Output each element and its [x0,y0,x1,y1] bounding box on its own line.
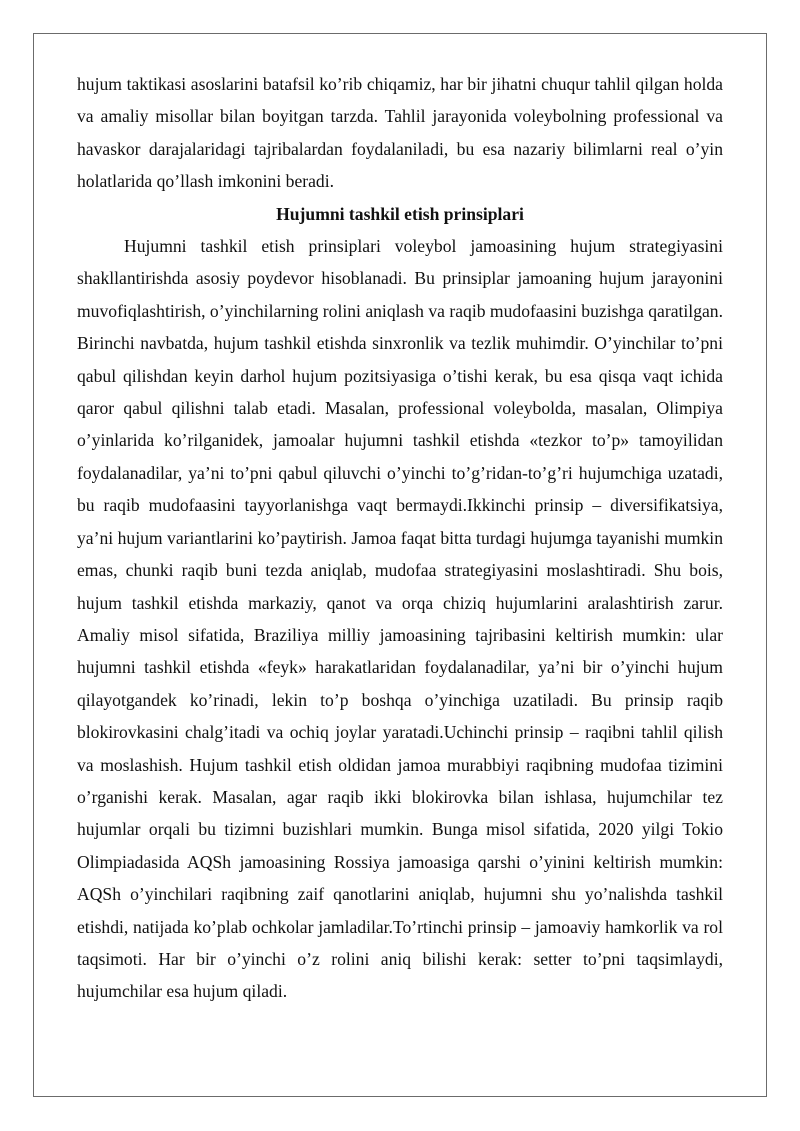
body-paragraph: Hujumni tashkil etish prinsiplari voleybol jamoasining hujum strategiyasini shakllantirishda asosiy poydevor hisoblanadi. Bu prinsiplar jamoaning hujum jarayonini muvofiqlashtirish, o’yinchilarning rolini aniqlash va raqib mudofaasini buzishga qaratilgan. Birinchi navbatda, hujum tashkil etishda sinxronlik va tezlik muhimdir. O’yinchilar to’pni qabul qilishdan keyin darhol hujum pozitsiyasiga o’tishi kerak, bu esa qisqa vaqt ichida qaror qabul qilishni talab etadi. Masalan, professional voleybolda, masalan, Olimpiya o’yinlarida ko’rilganidek, jamoalar hujumni tashkil etishda «tezkor to’p» tamoyilidan foydalanadilar, ya’ni to’pni qabul qiluvchi o’yinchi to’g’ridan-to’g’ri hujumchiga uzatadi, bu raqib mudofaasini tayyorlanishga vaqt bermaydi.Ikkinchi prinsip – diversifikatsiya, ya’ni hujum variantlarini ko’paytirish. Jamoa faqat bitta turdagi hujumga tayanishi mumkin emas, chunki raqib buni tezda aniqlab, mudofaa strategiyasini moslashtiradi. Shu bois, hujum tashkil etishda markaziy, qanot va orqa chiziq hujumlarini aralashtirish zarur. Amaliy misol sifatida, Braziliya milliy jamoasining tajribasini keltirish mumkin: ular hujumni tashkil etishda «feyk» harakatlaridan foydalanadilar, ya’ni bir o’yinchi hujum qilayotgandek ko’rinadi, lekin to’p boshqa o’yinchiga uzatiladi. Bu prinsip raqib blokirovkasini chalg’itadi va ochiq joylar yaratadi.Uchinchi prinsip – raqibni tahlil qilish va moslashish. Hujum tashkil etish oldidan jamoa murabbiyi raqibning mudofaa tizimini o’rganishi kerak. Masalan, agar raqib ikki blokirovka bilan ishlasa, hujumchilar tez hujumlar orqali bu tizimni buzishlari mumkin. Bunga misol sifatida, 2020 yilgi Tokio Olimpiadasida AQSh jamoasining Rossiya jamoasiga qarshi o’yinini keltirish mumkin: AQSh o’yinchilari raqibning zaif qanotlarini aniqlab, hujumni shu yo’nalishda tashkil etishdi, natijada ko’plab ochkolar jamladilar.To’rtinchi prinsip – jamoaviy hamkorlik va rol taqsimoti. Har bir o’yinchi o’z rolini aniq bilishi kerak: setter to’pni taqsimlaydi, hujumchilar esa hujum qiladi. [77,236,723,1002]
intro-paragraph: hujum taktikasi asoslarini batafsil ko’rib chiqamiz, har bir jihatni chuqur tahlil qilgan holda va amaliy misollar bilan boyitgan tarzda. Tahlil jarayonida voleybolning professional va havaskor darajalaridagi tajribalardan foydalaniladi, bu esa nazariy bilimlarni real o’yin holatlarida qo’llash imkonini beradi. [77,74,723,192]
section-heading: Hujumni tashkil etish prinsiplari [276,203,524,224]
document-body [77,68,723,1008]
